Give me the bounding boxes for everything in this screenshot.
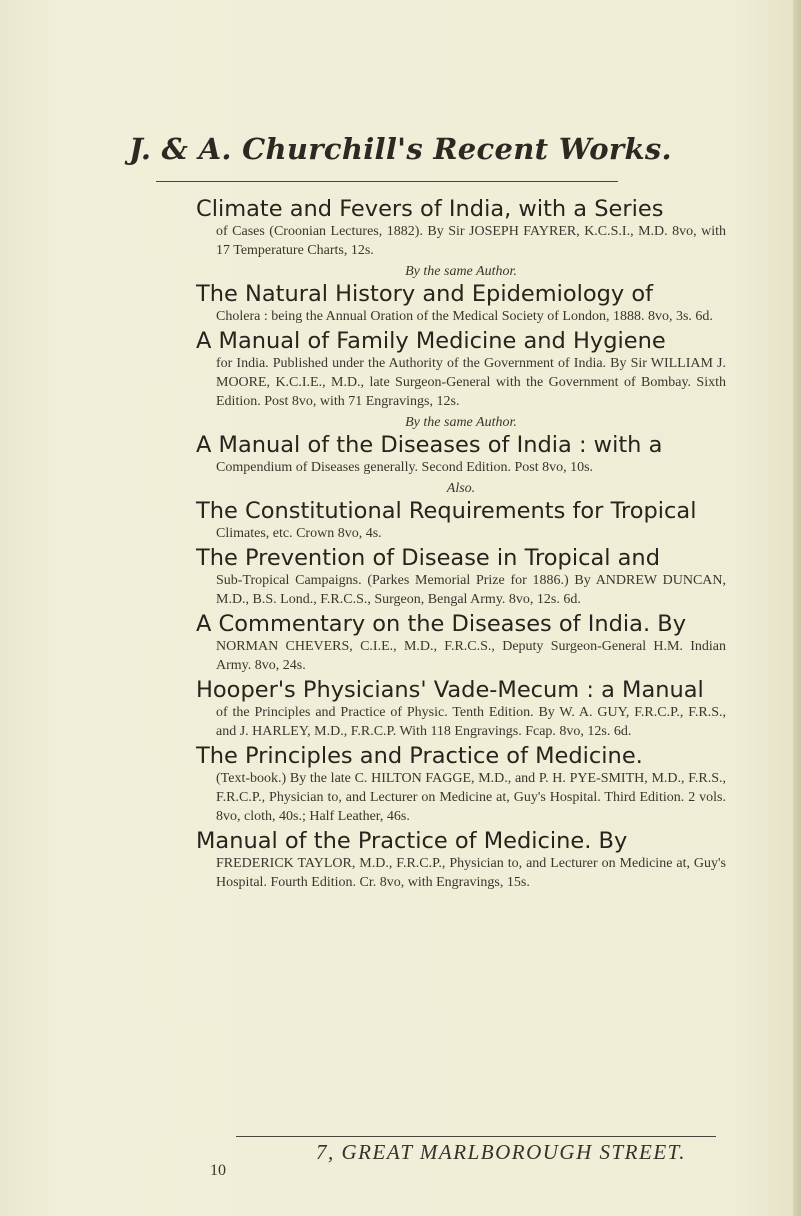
entry-note: Also. bbox=[446, 481, 476, 496]
footer-rule bbox=[236, 1136, 716, 1137]
book-entry bbox=[196, 828, 726, 892]
book-entry bbox=[196, 677, 726, 741]
book-details: Climates, etc. Crown 8vo, 4s. bbox=[216, 526, 382, 541]
page-number: 10 bbox=[210, 1162, 226, 1179]
book-details: Sub-Tropical Campaigns. (Parkes Memorial Prize for 1886.) By ANDREW DUNCAN, M.D., B.S. Lond., F.R.C.S., Surgeon, Bengal Army. 8vo, 12s. 6d. bbox=[216, 573, 726, 607]
book-title: A Manual of the Diseases of India : with a bbox=[196, 432, 663, 458]
book-details: of the Principles and Practice of Physic. Tenth Edition. By W. A. GUY, F.R.C.P., F.R.S., and J. HARLEY, M.D., F.R.C.P. With 118 Engravings. Fcap. 8vo, 12s. 6d. bbox=[216, 705, 726, 739]
book-title: The Prevention of Disease in Tropical and bbox=[196, 545, 660, 571]
book-title: Hooper's Physicians' Vade-Mecum : a Manual bbox=[196, 677, 704, 703]
page-header-title: J. & A. Churchill's Recent Works. bbox=[129, 132, 672, 166]
book-title: The Natural History and Epidemiology of bbox=[196, 281, 654, 307]
book-title: Manual of the Practice of Medicine. By bbox=[196, 828, 628, 854]
book-title: Climate and Fevers of India, with a Series bbox=[196, 196, 664, 222]
book-details: FREDERICK TAYLOR, M.D., F.R.C.P., Physician to, and Lecturer on Medicine at, Guy's Hospital. Fourth Edition. Cr. 8vo, with Engravings, 15s. bbox=[216, 856, 726, 890]
book-entry bbox=[196, 432, 726, 498]
book-title: A Manual of Family Medicine and Hygiene bbox=[196, 328, 666, 354]
book-details: of Cases (Croonian Lectures, 1882). By Sir JOSEPH FAYRER, K.C.S.I., M.D. 8vo, with 17 Temperature Charts, 12s. bbox=[216, 224, 726, 258]
book-details: Cholera : being the Annual Oration of the Medical Society of London, 1888. 8vo, 3s. 6d. bbox=[216, 309, 713, 324]
book-title: A Commentary on the Diseases of India. By bbox=[196, 611, 687, 637]
book-entry bbox=[196, 743, 726, 826]
book-entry bbox=[196, 281, 726, 326]
book-title: The Constitutional Requirements for Tropical bbox=[196, 498, 697, 524]
book-entry bbox=[196, 328, 726, 432]
header-rule bbox=[156, 181, 618, 182]
book-entry bbox=[196, 611, 726, 675]
page-edge bbox=[793, 0, 801, 1216]
publisher-address: 7, GREAT MARLBOROUGH STREET. bbox=[316, 1140, 687, 1164]
entry-note: By the same Author. bbox=[405, 415, 517, 430]
entry-note: By the same Author. bbox=[405, 264, 517, 279]
book-title: The Principles and Practice of Medicine. bbox=[196, 743, 643, 769]
book-details: Compendium of Diseases generally. Second Edition. Post 8vo, 10s. bbox=[216, 460, 594, 475]
book-entry bbox=[196, 545, 726, 609]
book-entry bbox=[196, 196, 726, 281]
book-details: (Text-book.) By the late C. HILTON FAGGE, M.D., and P. H. PYE-SMITH, M.D., F.R.S., F.R.C.P., Physician to, and Lecturer on Medicine at, Guy's Hospital. Third Edition. 2 vols. 8vo, cloth, 40s.; Half Leather, 46s. bbox=[216, 771, 726, 824]
book-entry bbox=[196, 498, 726, 543]
book-details: NORMAN CHEVERS, C.I.E., M.D., F.R.C.S., Deputy Surgeon-General H.M. Indian Army. 8vo, 24s. bbox=[216, 639, 726, 673]
book-list bbox=[196, 196, 726, 894]
book-details: for India. Published under the Authority of the Government of India. By Sir WILLIAM J. MOORE, K.C.I.E., M.D., late Surgeon-General with the Government of Bombay. Sixth Edition. Post 8vo, with 71 Engravings, 12s. bbox=[216, 356, 726, 409]
